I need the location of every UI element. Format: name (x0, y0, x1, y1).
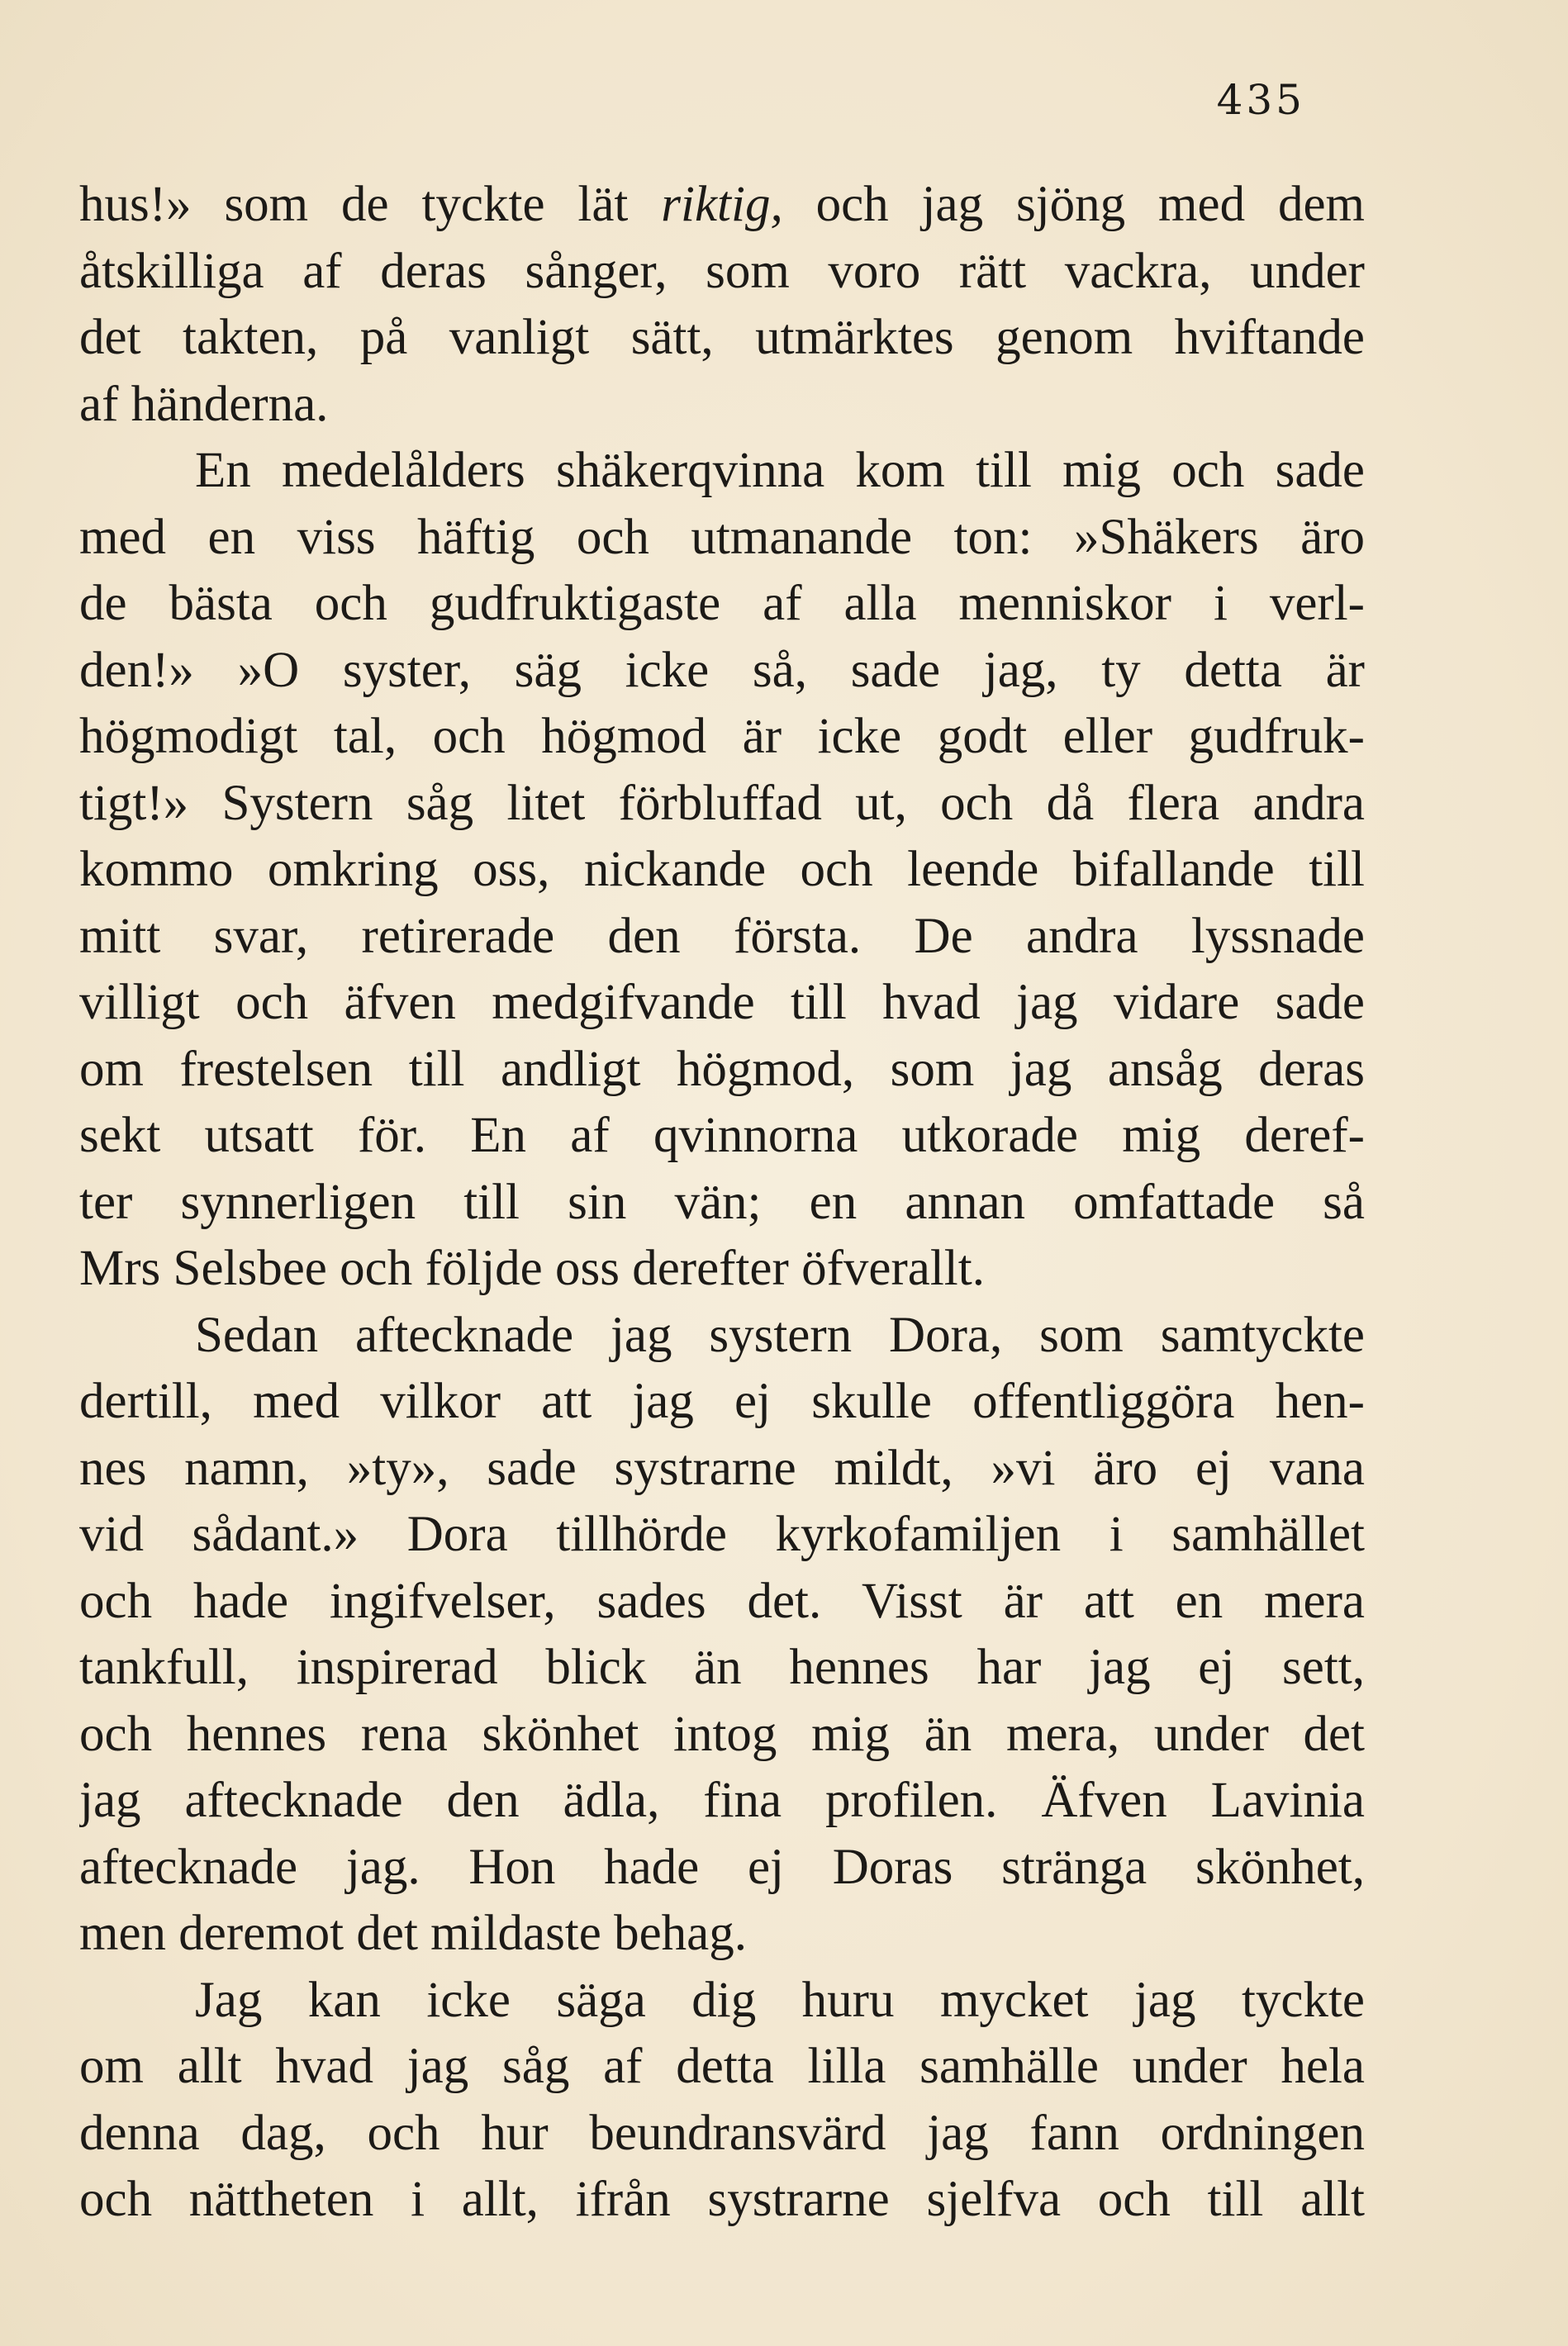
text-line: om frestelsen till andligt högmod, som jag ansåg deras (79, 1041, 1365, 1097)
paragraph-end-line: Mrs Selsbee och följde oss derefter öfverallt. (79, 1241, 985, 1296)
text-line: aftecknade jag. Hon hade ej Doras stränga skönhet, (79, 1839, 1365, 1895)
paragraph-start-line: En medelålders shäkerqvinna kom till mig och sade (195, 443, 1365, 498)
text-line: högmodigt tal, och högmod är icke godt eller gudfruk- (79, 709, 1365, 764)
text-line: jag aftecknade den ädla, fina profilen. Äfven Lavinia (79, 1773, 1365, 1828)
body-text (79, 172, 1365, 2234)
text-line: nes namn, »ty», sade systrarne mildt, »vi äro ej vana (79, 1440, 1365, 1496)
text-line: sekt utsatt för. En af qvinnorna utkorade mig deref- (79, 1108, 1365, 1163)
text-line: ter synnerligen till sin vän; en annan omfattade så (79, 1174, 1365, 1230)
text-line: villigt och äfven medgifvande till hvad jag vidare sade (79, 975, 1365, 1030)
text-line: mitt svar, retirerade den första. De andra lyssnade (79, 908, 1365, 964)
paragraph-end-line: men deremot det mildaste behag. (79, 1906, 747, 1961)
text-line: kommo omkring oss, nickande och leende bifallande till (79, 842, 1365, 897)
text-line: det takten, på vanligt sätt, utmärktes genom hviftande (79, 310, 1365, 365)
text-line: åtskilliga af deras sånger, som voro rätt vackra, under (79, 243, 1365, 299)
text-line: och hennes rena skönhet intog mig än mera, under det (79, 1706, 1365, 1762)
text-line: tankfull, inspirerad blick än hennes har jag ej sett, (79, 1640, 1365, 1695)
text-line: hus!» som de tyckte lät riktig, och jag sjöng med dem (79, 177, 1365, 232)
text-line: den!» »O syster, säg icke så, sade jag, ty detta är (79, 642, 1365, 698)
paragraph-start-line: Sedan aftecknade jag systern Dora, som samtyckte (195, 1307, 1365, 1363)
paragraph-end-line: af händerna. (79, 376, 329, 432)
paragraph-start-line: Jag kan icke säga dig huru mycket jag tyckte (195, 1972, 1365, 2028)
text-line: och hade ingifvelser, sades det. Visst är att en mera (79, 1573, 1365, 1629)
page-number: 435 (1216, 76, 1305, 124)
text-line: med en viss häftig och utmanande ton: »Shäkers äro (79, 509, 1365, 565)
text-line: vid sådant.» Dora tillhörde kyrkofamiljen i samhället (79, 1507, 1365, 1562)
text-line: om allt hvad jag såg af detta lilla samhälle under hela (79, 2039, 1365, 2094)
text-line: de bästa och gudfruktigaste af alla menniskor i verl- (79, 576, 1365, 631)
text-line: tigt!» Systern såg litet förbluffad ut, och då flera andra (79, 775, 1365, 831)
italic-word: riktig, (661, 177, 783, 232)
text-line: dertill, med vilkor att jag ej skulle offentliggöra hen- (79, 1374, 1365, 1429)
text-line: och nättheten i allt, ifrån systrarne sjelfva och till allt (79, 2172, 1365, 2227)
text-line: denna dag, och hur beundransvärd jag fann ordningen (79, 2105, 1365, 2161)
